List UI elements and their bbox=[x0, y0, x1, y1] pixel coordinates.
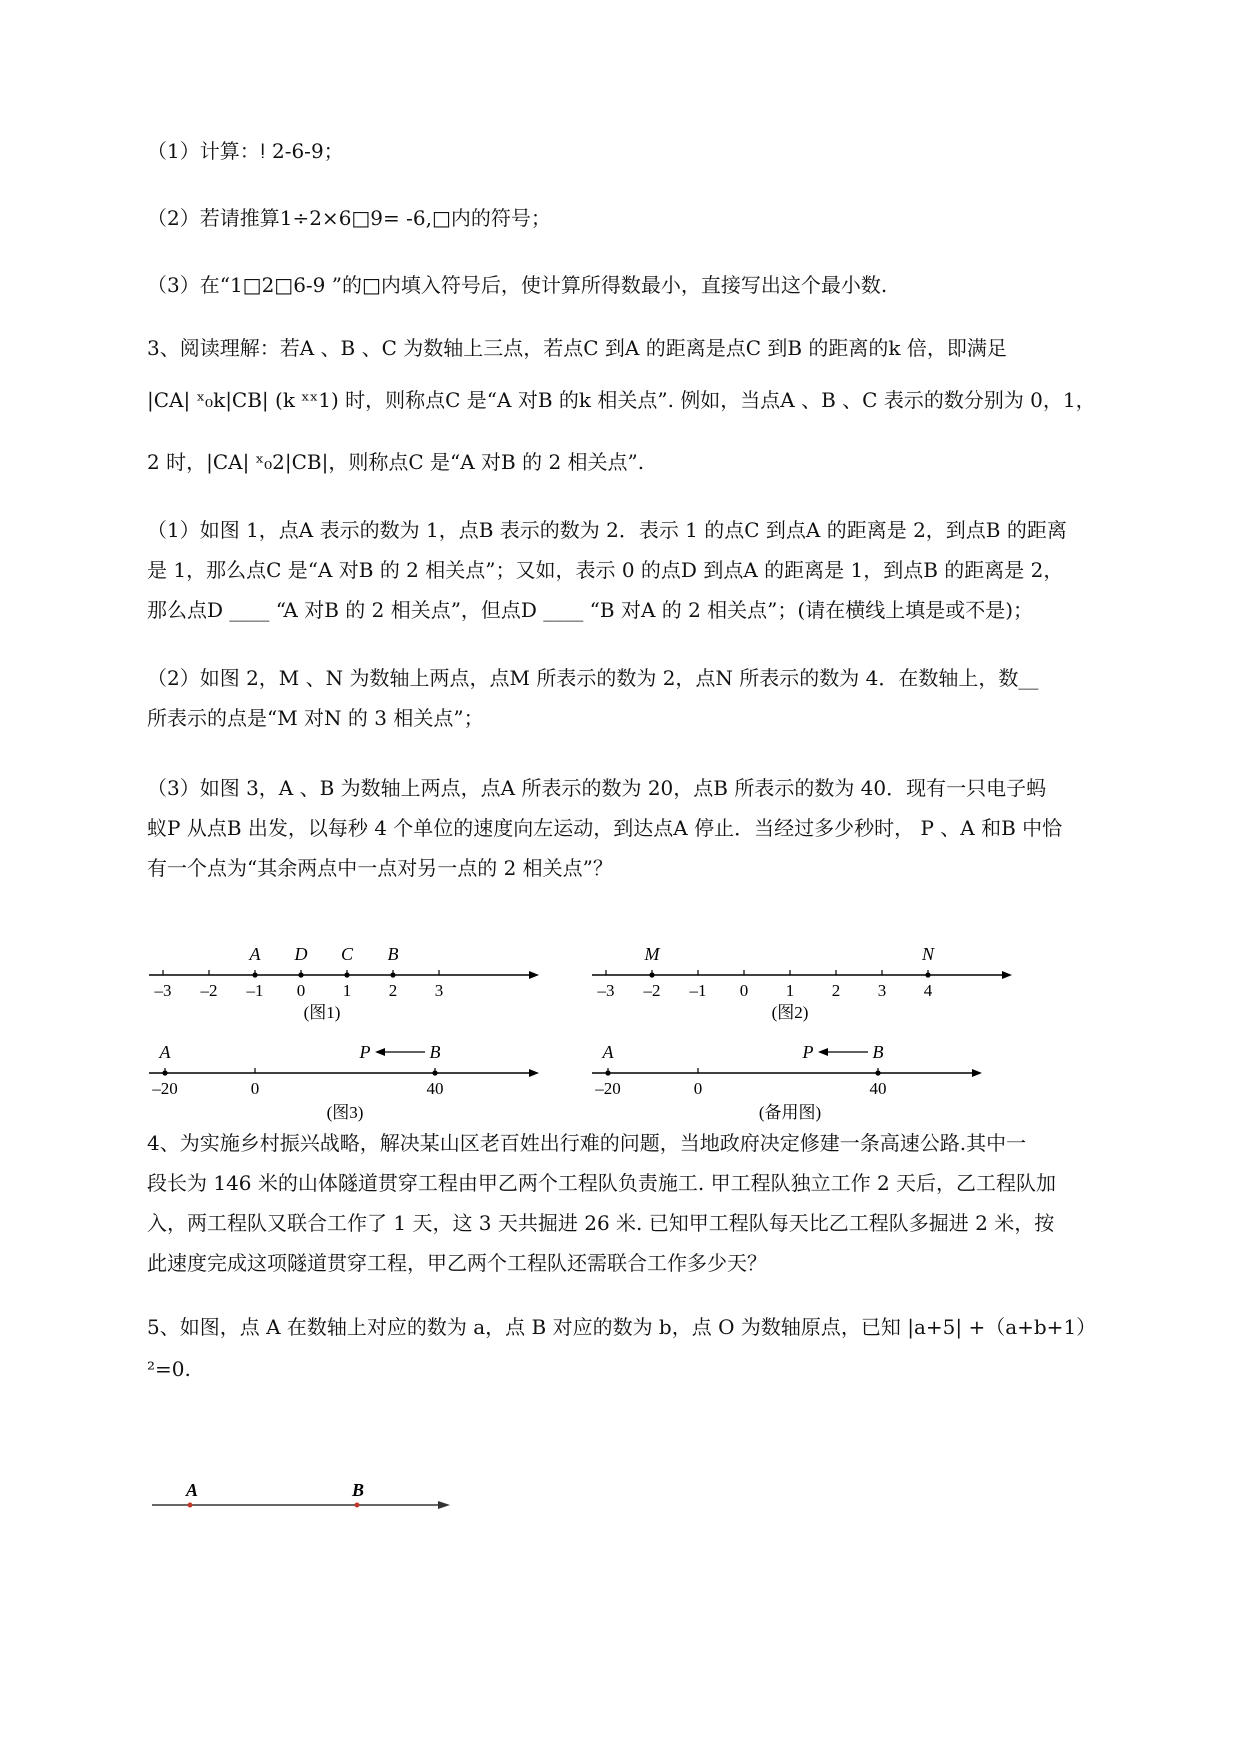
text-line-q3-1b: 是 1，那么点C 是“A 对B 的 2 相关点”；又如，表示 0 的点D 到点A 的距离是 1，到点B 的距离是 2， bbox=[147, 558, 1064, 582]
point-M-label: M bbox=[644, 944, 660, 964]
text-line-q5-b: ²=0. bbox=[147, 1357, 191, 1381]
figure-caption: (图3) bbox=[326, 1103, 364, 1122]
point-A-label: A bbox=[185, 1480, 199, 1500]
text-line-q3-1c: 那么点D ____ “A 对B 的 2 相关点”，但点D ____ “B 对A 的 2 相关点”；(请在横线上填是或不是)； bbox=[147, 598, 1034, 622]
point-C-label: C bbox=[340, 944, 354, 964]
tick-label: 2 bbox=[388, 981, 398, 1000]
tick-label: 0 bbox=[296, 981, 306, 1000]
point-C-dot bbox=[344, 972, 349, 977]
tick-label: –3 bbox=[597, 981, 615, 1000]
tick-label: 3 bbox=[434, 981, 444, 1000]
point-B-label: B bbox=[387, 944, 399, 964]
left-arrowhead-icon bbox=[818, 1048, 828, 1056]
point-D-label: D bbox=[294, 944, 308, 964]
point-B-label: B bbox=[872, 1042, 884, 1062]
point-B-label: B bbox=[351, 1480, 365, 1500]
axis-arrow bbox=[972, 1069, 982, 1077]
axis-arrow bbox=[529, 1069, 539, 1077]
text-line-q3-3b: 蚁P 从点B 出发，以每秒 4 个单位的速度向左运动，到达点A 停止．当经过多少秒时， P 、A 和B 中恰 bbox=[147, 816, 1063, 840]
text-line-q3-2b: 所表示的点是“M 对N 的 3 相关点”； bbox=[147, 706, 484, 730]
point-A-dot bbox=[188, 1503, 193, 1508]
tick-label: 0 bbox=[250, 1079, 260, 1098]
axis-arrow bbox=[529, 971, 539, 979]
point-B-dot bbox=[390, 972, 395, 977]
point-N-label: N bbox=[921, 944, 935, 964]
text-line-q3-1a: （1）如图 1，点A 表示的数为 1，点B 表示的数为 2．表示 1 的点C 到点A 的距离是 2，到点B 的距离 bbox=[147, 518, 1067, 542]
figure-2-number-line bbox=[590, 940, 1020, 1030]
figure-caption: (图1) bbox=[303, 1003, 341, 1022]
figure-caption: (备用图) bbox=[758, 1103, 822, 1122]
point-B-dot bbox=[875, 1070, 880, 1075]
figure-caption: (图2) bbox=[771, 1003, 809, 1022]
axis-arrow bbox=[438, 1501, 450, 1509]
figure-spare-number-line bbox=[590, 1038, 1010, 1128]
tick-label: –1 bbox=[689, 981, 707, 1000]
point-A-dot bbox=[605, 1070, 610, 1075]
text-line-q3-b: |CA| ˣ₀k|CB| (k ˣˣ1) 时，则称点C 是“A 对B 的k 相关点”. 例如，当点A 、B 、C 表示的数分别为 0，1， bbox=[147, 388, 1096, 412]
tick-label: 0 bbox=[739, 981, 749, 1000]
point-B-dot bbox=[432, 1070, 437, 1075]
text-line-q4-b: 段长为 146 米的山体隧道贯穿工程由甲乙两个工程队负责施工. 甲工程队独立工作 2 天后，乙工程队加 bbox=[147, 1171, 1057, 1195]
point-A-label: A bbox=[249, 944, 261, 964]
text-line-q5-a: 5、如图，点 A 在数轴上对应的数为 a，点 B 对应的数为 b，点 O 为数轴原点，已知 |a+5| +（a+b+1） bbox=[147, 1315, 1097, 1339]
moving-point-P-label: P bbox=[359, 1042, 371, 1062]
tick-label: 3 bbox=[877, 981, 887, 1000]
tick-label: 40 bbox=[426, 1079, 444, 1098]
tick-label: 1 bbox=[785, 981, 795, 1000]
text-line-q3-c: 2 时，|CA| ˣ₀2|CB|，则称点C 是“A 对B 的 2 相关点”. bbox=[147, 450, 645, 474]
point-B-dot bbox=[355, 1503, 360, 1508]
tick-label: 2 bbox=[831, 981, 841, 1000]
tick-label: –2 bbox=[200, 981, 218, 1000]
tick-label: 4 bbox=[923, 981, 933, 1000]
axis-arrow bbox=[1002, 971, 1012, 979]
figure-5-number-line bbox=[150, 1470, 470, 1530]
tick-label: –20 bbox=[595, 1079, 621, 1098]
text-line-q2-1: （1）计算：ǃ 2-6-9； bbox=[147, 139, 344, 163]
figure-1-number-line bbox=[147, 940, 547, 1030]
point-N-dot bbox=[925, 972, 930, 977]
text-line-q4-c: 入，两工程队又联合工作了 1 天，这 3 天共掘进 26 米. 已知甲工程队每天比乙工程队多掘进 2 米，按 bbox=[147, 1211, 1055, 1235]
text-line-q3-2a: （2）如图 2，M 、N 为数轴上两点，点M 所表示的数为 2，点N 所表示的数为 4．在数轴上，数__ bbox=[147, 666, 1039, 690]
tick-label: 0 bbox=[693, 1079, 703, 1098]
point-A-label: A bbox=[602, 1042, 614, 1062]
text-line-q3-3c: 有一个点为“其余两点中一点对另一点的 2 相关点”？ bbox=[147, 856, 613, 880]
text-line-q3-a: 3、阅读理解：若A 、B 、C 为数轴上三点，若点C 到A 的距离是点C 到B 的距离的k 倍，即满足 bbox=[147, 336, 1007, 360]
text-line-q2-3: （3）在“1□2□6-9 ”的□内填入符号后，使计算所得数最小，直接写出这个最小数. bbox=[147, 273, 888, 297]
text-line-q3-3a: （3）如图 3，A 、B 为数轴上两点，点A 所表示的数为 20，点B 所表示的数为 40．现有一只电子蚂 bbox=[147, 776, 1047, 800]
tick-label: –3 bbox=[154, 981, 172, 1000]
point-B-label: B bbox=[429, 1042, 441, 1062]
tick-label: –1 bbox=[246, 981, 264, 1000]
point-A-dot bbox=[252, 972, 257, 977]
left-arrowhead-icon bbox=[375, 1048, 385, 1056]
figure-3-number-line bbox=[147, 1038, 547, 1128]
point-M-dot bbox=[649, 972, 654, 977]
tick-label: –2 bbox=[643, 981, 661, 1000]
tick-label: –20 bbox=[152, 1079, 178, 1098]
text-line-q4-d: 此速度完成这项隧道贯穿工程，甲乙两个工程队还需联合工作多少天？ bbox=[147, 1251, 767, 1275]
point-D-dot bbox=[298, 972, 303, 977]
point-A-label: A bbox=[159, 1042, 171, 1062]
point-A-dot bbox=[162, 1070, 167, 1075]
tick-label: 1 bbox=[342, 981, 352, 1000]
tick-label: 40 bbox=[869, 1079, 887, 1098]
text-line-q4-a: 4、为实施乡村振兴战略，解决某山区老百姓出行难的问题，当地政府决定修建一条高速公路.其中一 bbox=[147, 1131, 1027, 1155]
text-line-q2-2: （2）若请推算1÷2×6□9= -6,□内的符号； bbox=[147, 206, 551, 230]
moving-point-P-label: P bbox=[802, 1042, 814, 1062]
